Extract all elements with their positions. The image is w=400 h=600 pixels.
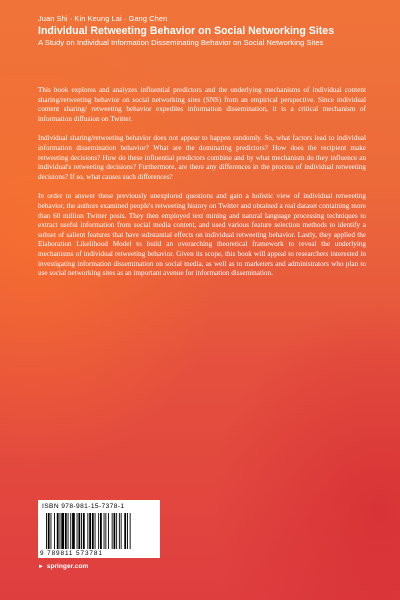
- isbn-barcode-box: [38, 500, 160, 558]
- publisher-url: springer.com: [46, 563, 89, 570]
- book-subtitle: A Study on Individual Information Disseminating Behavior on Social Networking Sites: [38, 38, 324, 47]
- barcode-icon: [46, 513, 154, 549]
- blurb-paragraph: In order to answer these previously unexplored questions and gain a holistic view of individual retweeting behavior, the authors examined people's retweeting history on Twitter and obtained a real dataset containing more than 60 million Twitter posts. They then employed text mining and natural language processing techniques to extract useful information from social media content, and used various feature selection methods to identify a subset of salient features that have substantial effects on individual retweeting behavior. Lastly, they applied the Elaboration Likelihood Model to build an overarching theoretical framework to reveal the underlying mechanisms of individual retweeting behavior. Given its scope, this book will appeal to researchers interested in investigating information dissemination on social media, as well as to marketers and administrators who plan to use social networking sites as an important avenue for information dissemination.: [38, 192, 366, 278]
- cover-header: [38, 14, 380, 48]
- blurb-paragraph: This book explores and analyzes influential predictors and the underlying mechanisms of individual content sharing/retweeting behavior on social networking sites (SNS) from an empirical perspective. Since individual content sharing/ retweeting behavior expedites information dissemination, it is a critical mechanism of information diffusion on Twitter.: [38, 86, 366, 123]
- blurb: [38, 86, 366, 289]
- barcode-digits: 9 789811 573781: [40, 550, 103, 557]
- blurb-paragraph: Individual sharing/retweeting behavior does not appear to happen randomly. So, what factors lead to individual information dissemination behavior? What are the dominating predictors? How does the recipient make retweeting decisions? How do these influential predictors combine and by what mechanism do they influence an individual's retweeting decisions? Furthermore, are there any differences in the process of individual retweeting decisions? If so, what causes such differences?: [38, 134, 366, 181]
- isbn-label: ISBN 978-981-15-7378-1: [42, 503, 125, 510]
- triangle-arrow-icon: ►: [38, 564, 44, 570]
- book-authors: Juan Shi · Kin Keung Lai · Gang Chen: [38, 14, 168, 23]
- publisher-link[interactable]: [38, 563, 88, 570]
- book-title: Individual Retweeting Behavior on Social Networking Sites: [38, 25, 335, 37]
